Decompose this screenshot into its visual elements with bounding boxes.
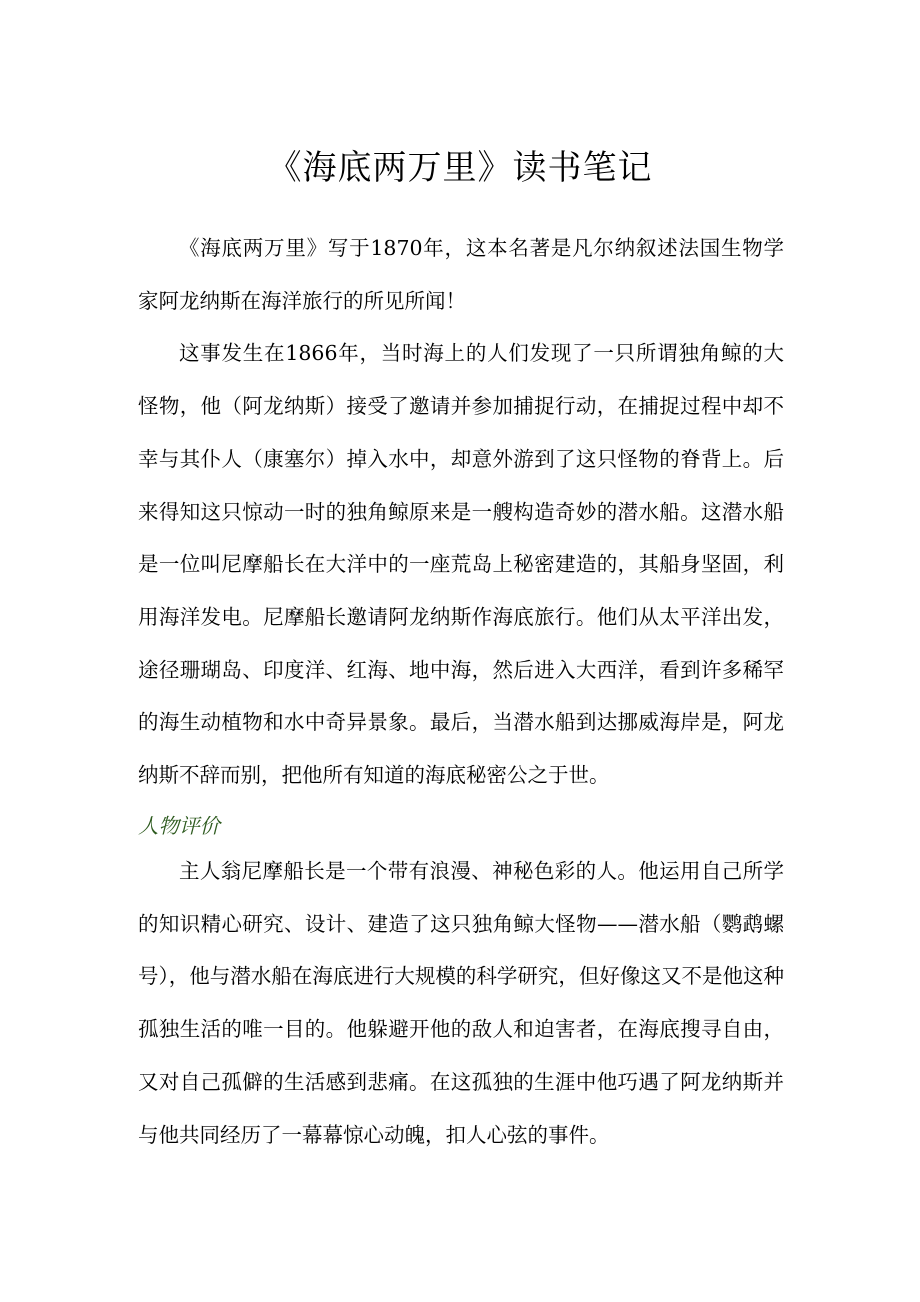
paragraph-character-review: 主人翁尼摩船长是一个带有浪漫、神秘色彩的人。他运用自己所学的知识精心研究、设计、建造了这只独角鲸大怪物——潜水船（鹦鹉螺号），他与潜水船在海底进行大规模的科学研究，但好像这又不是他这种孤独生活的唯一目的。他躲避开他的敌人和迫害者，在海底搜寻自由，又对自己孤僻的生活感到悲痛。在这孤独的生涯中他巧遇了阿龙纳斯并与他共同经历了一幕幕惊心动魄，扣人心弦的事件。 [138, 859, 784, 1147]
paragraph-plot-summary: 这事发生在1866年，当时海上的人们发现了一只所谓独角鲸的大怪物，他（阿龙纳斯）接受了邀请并参加捕捉行动，在捕捉过程中却不幸与其仆人（康塞尔）掉入水中，却意外游到了这只怪物的脊背上。后来得知这只惊动一时的独角鲸原来是一艘构造奇妙的潜水船。这潜水船是一位叫尼摩船长在大洋中的一座荒岛上秘密建造的，其船身坚固，利用海洋发电。尼摩船长邀请阿龙纳斯作海底旅行。他们从太平洋出发，途径珊瑚岛、印度洋、红海、地中海，然后进入大西洋，看到许多稀罕的海生动植物和水中奇异景象。最后，当潜水船到达挪威海岸是，阿龙纳斯不辞而别，把他所有知道的海底秘密公之于世。 [138, 341, 784, 788]
paragraph-intro: 《海底两万里》写于1870年，这本名著是凡尔纳叙述法国生物学家阿龙纳斯在海洋旅行的所见所闻！ [138, 236, 784, 313]
document-title: 《海底两万里》读书笔记 [267, 148, 653, 188]
intro-body [138, 222, 784, 802]
section-heading-character-review: 人物评价 [138, 814, 220, 838]
section-body [138, 845, 784, 1161]
